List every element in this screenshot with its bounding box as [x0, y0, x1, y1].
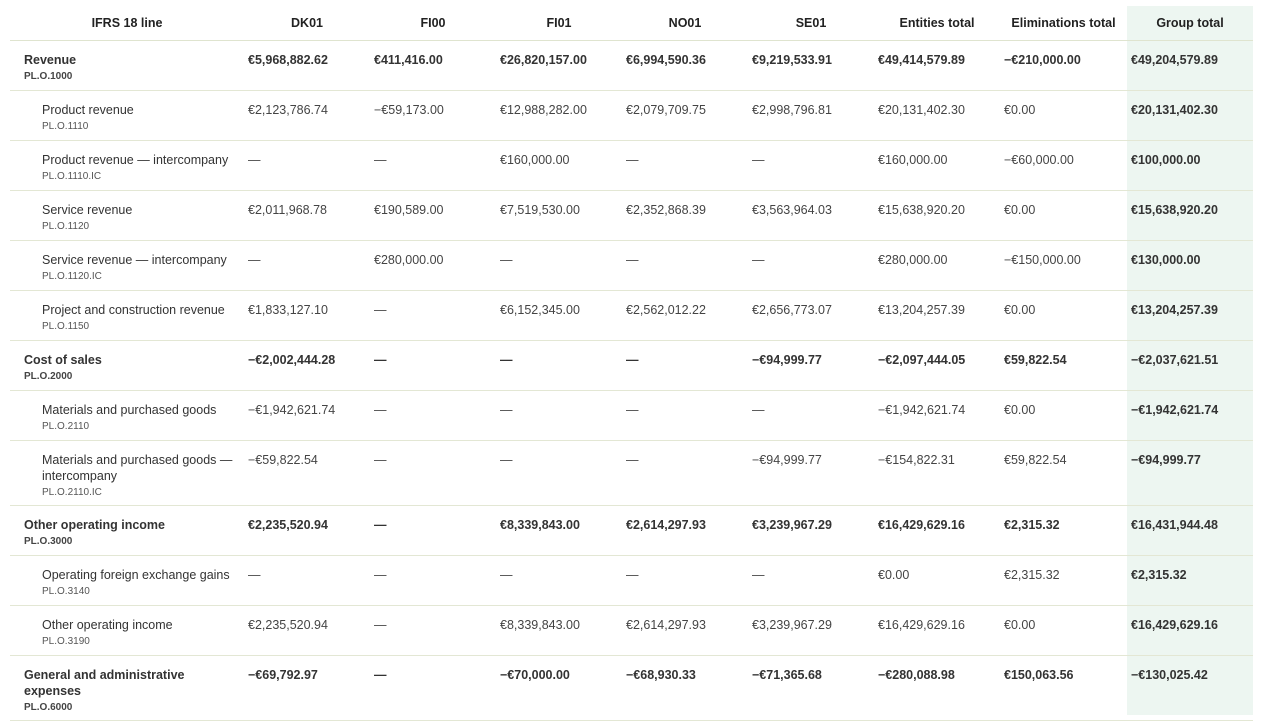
- ifrs-line-cell: [10, 241, 244, 291]
- entity-value-cell: —: [622, 341, 748, 391]
- table-row-child[interactable]: [10, 241, 1253, 291]
- entity-value-cell: €12,988,282.00: [496, 91, 622, 141]
- ifrs-line-cell: [10, 291, 244, 341]
- entity-value-cell: −€59,822.54: [244, 441, 370, 506]
- ifrs-line-cell: [10, 341, 244, 391]
- entities-total-cell: €49,414,579.89: [874, 41, 1000, 91]
- entity-value-cell: €3,563,964.03: [748, 191, 874, 241]
- eliminations-total-cell: €0.00: [1000, 91, 1127, 141]
- ifrs-line-code: PL.O.6000: [24, 702, 73, 713]
- group-total-cell: −€94,999.77: [1127, 441, 1253, 506]
- entities-total-cell: −€2,097,444.05: [874, 341, 1000, 391]
- group-total-cell: €130,000.00: [1127, 241, 1253, 291]
- ifrs-line-code: PL.O.3140: [42, 586, 90, 597]
- entity-value-cell: €280,000.00: [370, 241, 496, 291]
- entity-value-cell: —: [622, 556, 748, 606]
- table-row-child[interactable]: [10, 91, 1253, 141]
- entity-value-cell: —: [370, 291, 496, 341]
- entity-value-cell: —: [622, 441, 748, 506]
- table-row-child[interactable]: [10, 191, 1253, 241]
- eliminations-total-cell: €150,063.56: [1000, 656, 1127, 721]
- group-total-cell: −€130,025.42: [1127, 656, 1253, 721]
- entity-value-cell: —: [622, 241, 748, 291]
- ifrs-line-code: PL.O.1000: [24, 71, 73, 82]
- eliminations-total-cell: €0.00: [1000, 191, 1127, 241]
- entity-value-cell: —: [748, 556, 874, 606]
- column-header-entity[interactable]: NO01: [622, 6, 748, 41]
- entity-value-cell: €7,519,530.00: [496, 191, 622, 241]
- eliminations-total-cell: €0.00: [1000, 291, 1127, 341]
- entity-value-cell: €2,562,012.22: [622, 291, 748, 341]
- ifrs-line-code: PL.O.2000: [24, 371, 73, 382]
- entity-value-cell: −€70,000.00: [496, 656, 622, 721]
- entity-value-cell: €160,000.00: [496, 141, 622, 191]
- entities-total-cell: €16,429,629.16: [874, 606, 1000, 656]
- column-header-entity[interactable]: FI00: [370, 6, 496, 41]
- ifrs-line-cell: [10, 656, 244, 721]
- entity-value-cell: —: [370, 341, 496, 391]
- entity-value-cell: €411,416.00: [370, 41, 496, 91]
- ifrs-line-code: PL.O.2110.IC: [42, 487, 102, 498]
- table-row-child[interactable]: [10, 556, 1253, 606]
- group-total-cell: €13,204,257.39: [1127, 291, 1253, 341]
- entity-value-cell: −€59,173.00: [370, 91, 496, 141]
- entity-value-cell: —: [370, 391, 496, 441]
- column-header-group-total[interactable]: Group total: [1127, 6, 1253, 41]
- column-header-entity[interactable]: FI01: [496, 6, 622, 41]
- table-row-child[interactable]: [10, 391, 1253, 441]
- group-total-cell: €20,131,402.30: [1127, 91, 1253, 141]
- eliminations-total-cell: €2,315.32: [1000, 506, 1127, 556]
- table-row-parent[interactable]: [10, 656, 1253, 721]
- group-total-cell: €2,315.32: [1127, 556, 1253, 606]
- ifrs-line-name: General and administrative expenses: [24, 668, 185, 698]
- entity-value-cell: €2,235,520.94: [244, 606, 370, 656]
- entity-value-cell: —: [622, 141, 748, 191]
- entities-total-cell: €13,204,257.39: [874, 291, 1000, 341]
- column-header-entities-total[interactable]: Entities total: [874, 6, 1000, 41]
- ifrs-line-cell: [10, 41, 244, 91]
- ifrs-line-name: Cost of sales: [24, 353, 102, 367]
- entity-value-cell: €2,614,297.93: [622, 506, 748, 556]
- table-row-child[interactable]: [10, 606, 1253, 656]
- eliminations-total-cell: €0.00: [1000, 606, 1127, 656]
- eliminations-total-cell: −€150,000.00: [1000, 241, 1127, 291]
- eliminations-total-cell: −€210,000.00: [1000, 41, 1127, 91]
- entity-value-cell: €2,614,297.93: [622, 606, 748, 656]
- ifrs-line-name: Other operating income: [24, 518, 165, 532]
- ifrs-line-name: Other operating income: [42, 618, 173, 632]
- group-total-cell: €15,638,920.20: [1127, 191, 1253, 241]
- table-row-child[interactable]: [10, 141, 1253, 191]
- table-row-child[interactable]: [10, 291, 1253, 341]
- entity-value-cell: €9,219,533.91: [748, 41, 874, 91]
- table-row-parent[interactable]: [10, 41, 1253, 91]
- entity-value-cell: €2,079,709.75: [622, 91, 748, 141]
- entity-value-cell: —: [496, 391, 622, 441]
- entity-value-cell: €26,820,157.00: [496, 41, 622, 91]
- entity-value-cell: €5,968,882.62: [244, 41, 370, 91]
- eliminations-total-cell: €0.00: [1000, 391, 1127, 441]
- entity-value-cell: −€71,365.68: [748, 656, 874, 721]
- ifrs-line-cell: [10, 141, 244, 191]
- eliminations-total-cell: €59,822.54: [1000, 441, 1127, 506]
- entity-value-cell: €2,352,868.39: [622, 191, 748, 241]
- ifrs-line-name: Product revenue: [42, 103, 134, 117]
- entity-value-cell: —: [496, 441, 622, 506]
- entity-value-cell: —: [748, 391, 874, 441]
- entity-value-cell: —: [244, 141, 370, 191]
- column-header-eliminations-total[interactable]: Eliminations total: [1000, 6, 1127, 41]
- ifrs-line-code: PL.O.1120.IC: [42, 271, 102, 282]
- ifrs-line-name: Operating foreign exchange gains: [42, 568, 230, 582]
- table-body: [10, 41, 1253, 721]
- entity-value-cell: €8,339,843.00: [496, 606, 622, 656]
- entities-total-cell: €160,000.00: [874, 141, 1000, 191]
- entity-value-cell: −€69,792.97: [244, 656, 370, 721]
- entities-total-cell: €20,131,402.30: [874, 91, 1000, 141]
- entity-value-cell: —: [370, 506, 496, 556]
- entity-value-cell: −€2,002,444.28: [244, 341, 370, 391]
- ifrs-line-code: PL.O.1150: [42, 321, 90, 332]
- ifrs-line-cell: [10, 91, 244, 141]
- entities-total-cell: €16,429,629.16: [874, 506, 1000, 556]
- ifrs-line-name: Project and construction revenue: [42, 303, 225, 317]
- ifrs-line-name: Revenue: [24, 53, 77, 67]
- entity-value-cell: —: [370, 556, 496, 606]
- group-total-cell: −€2,037,621.51: [1127, 341, 1253, 391]
- entities-total-cell: €15,638,920.20: [874, 191, 1000, 241]
- table-header-row: [10, 6, 1253, 41]
- column-header-ifrs-line[interactable]: IFRS 18 line: [10, 6, 244, 41]
- eliminations-total-cell: €59,822.54: [1000, 341, 1127, 391]
- entity-value-cell: €6,152,345.00: [496, 291, 622, 341]
- ifrs-line-code: PL.O.3190: [42, 636, 90, 647]
- entity-value-cell: €2,123,786.74: [244, 91, 370, 141]
- eliminations-total-cell: €2,315.32: [1000, 556, 1127, 606]
- entities-total-cell: €0.00: [874, 556, 1000, 606]
- entity-value-cell: €190,589.00: [370, 191, 496, 241]
- entity-value-cell: −€1,942,621.74: [244, 391, 370, 441]
- entity-value-cell: —: [370, 606, 496, 656]
- entity-value-cell: −€94,999.77: [748, 341, 874, 391]
- group-total-cell: €16,431,944.48: [1127, 506, 1253, 556]
- ifrs-line-name: Materials and purchased goods — intercompany: [42, 453, 233, 483]
- column-header-entity[interactable]: SE01: [748, 6, 874, 41]
- consolidation-table: [10, 6, 1253, 721]
- entity-value-cell: −€68,930.33: [622, 656, 748, 721]
- column-header-entity[interactable]: DK01: [244, 6, 370, 41]
- entity-value-cell: €8,339,843.00: [496, 506, 622, 556]
- entity-value-cell: —: [496, 341, 622, 391]
- group-total-cell: €49,204,579.89: [1127, 41, 1253, 91]
- entity-value-cell: —: [496, 556, 622, 606]
- ifrs-line-cell: [10, 606, 244, 656]
- entity-value-cell: €1,833,127.10: [244, 291, 370, 341]
- entity-value-cell: €3,239,967.29: [748, 506, 874, 556]
- ifrs-line-name: Service revenue: [42, 203, 133, 217]
- group-total-cell: −€1,942,621.74: [1127, 391, 1253, 441]
- entity-value-cell: —: [748, 141, 874, 191]
- entity-value-cell: −€94,999.77: [748, 441, 874, 506]
- ifrs-line-cell: [10, 441, 244, 506]
- table-row-parent[interactable]: [10, 341, 1253, 391]
- entity-value-cell: —: [370, 656, 496, 721]
- entities-total-cell: −€154,822.31: [874, 441, 1000, 506]
- ifrs-line-name: Product revenue — intercompany: [42, 153, 229, 167]
- entity-value-cell: —: [370, 141, 496, 191]
- ifrs-line-name: Service revenue — intercompany: [42, 253, 227, 267]
- eliminations-total-cell: −€60,000.00: [1000, 141, 1127, 191]
- entity-value-cell: —: [370, 441, 496, 506]
- ifrs-line-code: PL.O.1120: [42, 221, 90, 232]
- entity-value-cell: €2,998,796.81: [748, 91, 874, 141]
- ifrs-line-code: PL.O.2110: [42, 421, 90, 432]
- ifrs-line-cell: [10, 556, 244, 606]
- entity-value-cell: €2,235,520.94: [244, 506, 370, 556]
- group-total-cell: €16,429,629.16: [1127, 606, 1253, 656]
- ifrs-line-code: PL.O.1110.IC: [42, 171, 102, 182]
- entity-value-cell: €2,656,773.07: [748, 291, 874, 341]
- table-row-child[interactable]: [10, 441, 1253, 506]
- entity-value-cell: €3,239,967.29: [748, 606, 874, 656]
- ifrs-line-cell: [10, 391, 244, 441]
- ifrs-line-code: PL.O.3000: [24, 536, 73, 547]
- entity-value-cell: —: [244, 241, 370, 291]
- ifrs-line-name: Materials and purchased goods: [42, 403, 217, 417]
- entity-value-cell: €6,994,590.36: [622, 41, 748, 91]
- entities-total-cell: €280,000.00: [874, 241, 1000, 291]
- ifrs-line-code: PL.O.1110: [42, 121, 89, 132]
- entities-total-cell: −€1,942,621.74: [874, 391, 1000, 441]
- entity-value-cell: —: [244, 556, 370, 606]
- entity-value-cell: €2,011,968.78: [244, 191, 370, 241]
- entity-value-cell: —: [496, 241, 622, 291]
- entity-value-cell: —: [748, 241, 874, 291]
- table-row-parent[interactable]: [10, 506, 1253, 556]
- entities-total-cell: −€280,088.98: [874, 656, 1000, 721]
- group-total-cell: €100,000.00: [1127, 141, 1253, 191]
- ifrs-line-cell: [10, 506, 244, 556]
- ifrs-line-cell: [10, 191, 244, 241]
- entity-value-cell: —: [622, 391, 748, 441]
